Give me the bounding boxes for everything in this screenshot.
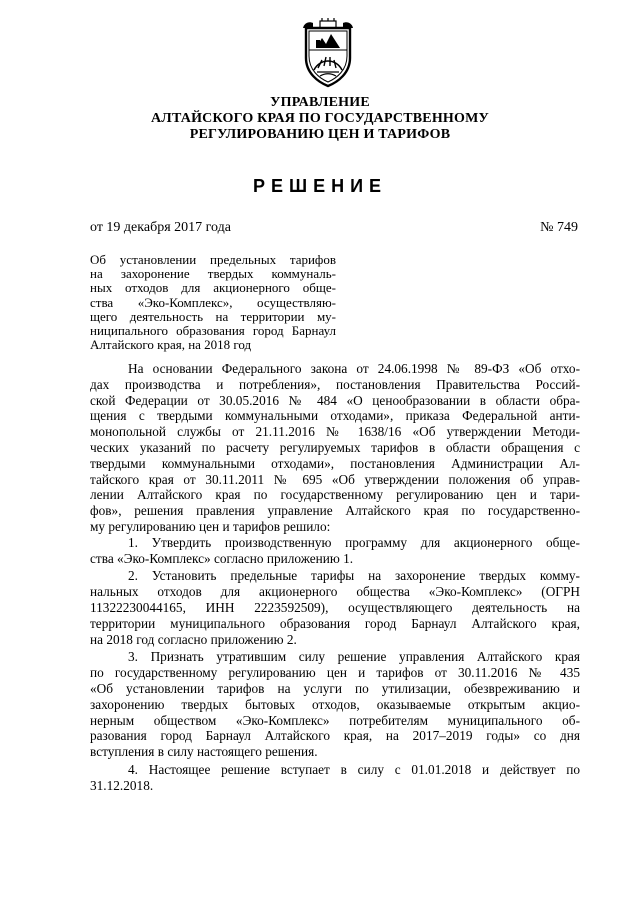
subject-line: Об установлении предельных тарифов [90,252,336,267]
subject-line: щего деятельность на территории му- [90,308,336,324]
document-type-title: РЕШЕНИЕ [252,176,388,196]
subject-line: ниципального образования город Барнаул [90,323,336,339]
body-line: по государственному регулированию цен и тарифов от 30.11.2016 № 435 [90,665,580,681]
preamble-paragraph [90,361,580,535]
body-line: 2. Установить предельные тарифы на захоронение твердых комму- [128,568,580,584]
document-number: № 749 [540,220,578,235]
body-line: 1. Утвердить производственную программу для акционерного обще- [128,534,580,550]
body-line: му регулированию цен и тарифов решило: [90,518,331,534]
body-line: ческих указаний по расчету регулируемых тарифов в области обращения с [90,439,580,455]
body-line: нальных отходов для акционерного общества «Эко-Комплекс» (ОГРН [90,584,580,600]
body-line: «Об установлении тарифов на услуги по утилизации, обезвреживанию и [90,680,580,696]
subject-line: ных отходов для акционерного обще- [90,280,336,296]
body-line: дах производства и потребления», постановления Правительства Россий- [90,376,580,392]
body-line: ской Федерации от 30.05.2016 № 484 «О ценообразовании в области обра- [90,392,580,408]
organization-name [0,95,640,143]
body-line: территории муниципального образования город Барнаул Алтайского края, [90,615,580,631]
body-line: ства «Эко-Комплекс» согласно приложению 1. [90,550,354,566]
org-line-1: УПРАВЛЕНИЕ [270,95,370,110]
body-line: на 2018 год согласно приложению 2. [90,631,297,647]
body-line: вступления в силу настоящего решения. [90,744,318,760]
subject-line: на захоронение твердых коммуналь- [90,266,336,282]
body-line: твердыми коммунальными отходами», постановления Администрации Ал- [90,455,580,471]
subject-line: ства «Эко-Комплекс», осуществляю- [90,294,336,310]
item-1-paragraph [90,535,580,567]
org-line-3: РЕГУЛИРОВАНИЮ ЦЕН И ТАРИФОВ [189,127,451,142]
item-4-paragraph [90,762,580,794]
document-body [90,361,580,794]
body-line: 11322230044165, ИНН 2223592509), осуществляющего деятельность на [90,599,580,615]
subject-line: Алтайского края, на 2018 год [90,337,252,353]
body-line: лении Алтайского края по государственному регулированию цен и тари- [90,487,580,503]
body-line: фов», решения правления управление Алтайского края по государственно- [90,503,580,519]
body-line: разования город Барнаул Алтайского края, на 2017–2019 годы» со дня [90,728,580,744]
body-line: 3. Признать утратившим силу решение управления Алтайского края [128,649,580,665]
body-line: 31.12.2018. [90,777,154,793]
org-line-2: АЛТАЙСКОГО КРАЯ ПО ГОСУДАРСТВЕННОМУ [151,111,489,126]
body-line: 4. Настоящее решение вступает в силу с 01.01.2018 и действует по [128,761,580,777]
body-line: нерным обществом «Эко-Комплекс» потребителям муниципального об- [90,712,580,728]
altai-krai-coat-of-arms-icon [300,18,356,88]
item-2-paragraph [90,568,580,647]
document-date: от 19 декабря 2017 года [90,220,231,235]
body-line: монопольной службы от 21.11.2016 № 1638/16 «Об утверждении Методи- [90,424,580,440]
body-line: захоронению твердых бытовых отходов, оказываемые открытым акцио- [90,696,580,712]
body-line: тайского края от 30.11.2011 № 695 «Об утверждении положения об управ- [90,471,580,487]
document-subject [90,253,336,352]
item-3-paragraph [90,649,580,760]
body-line: На основании Федерального закона от 24.06.1998 № 89-ФЗ «Об отхо- [128,361,580,376]
body-line: щения с твердыми коммунальными отходами», приказа Федеральной анти- [90,408,580,424]
